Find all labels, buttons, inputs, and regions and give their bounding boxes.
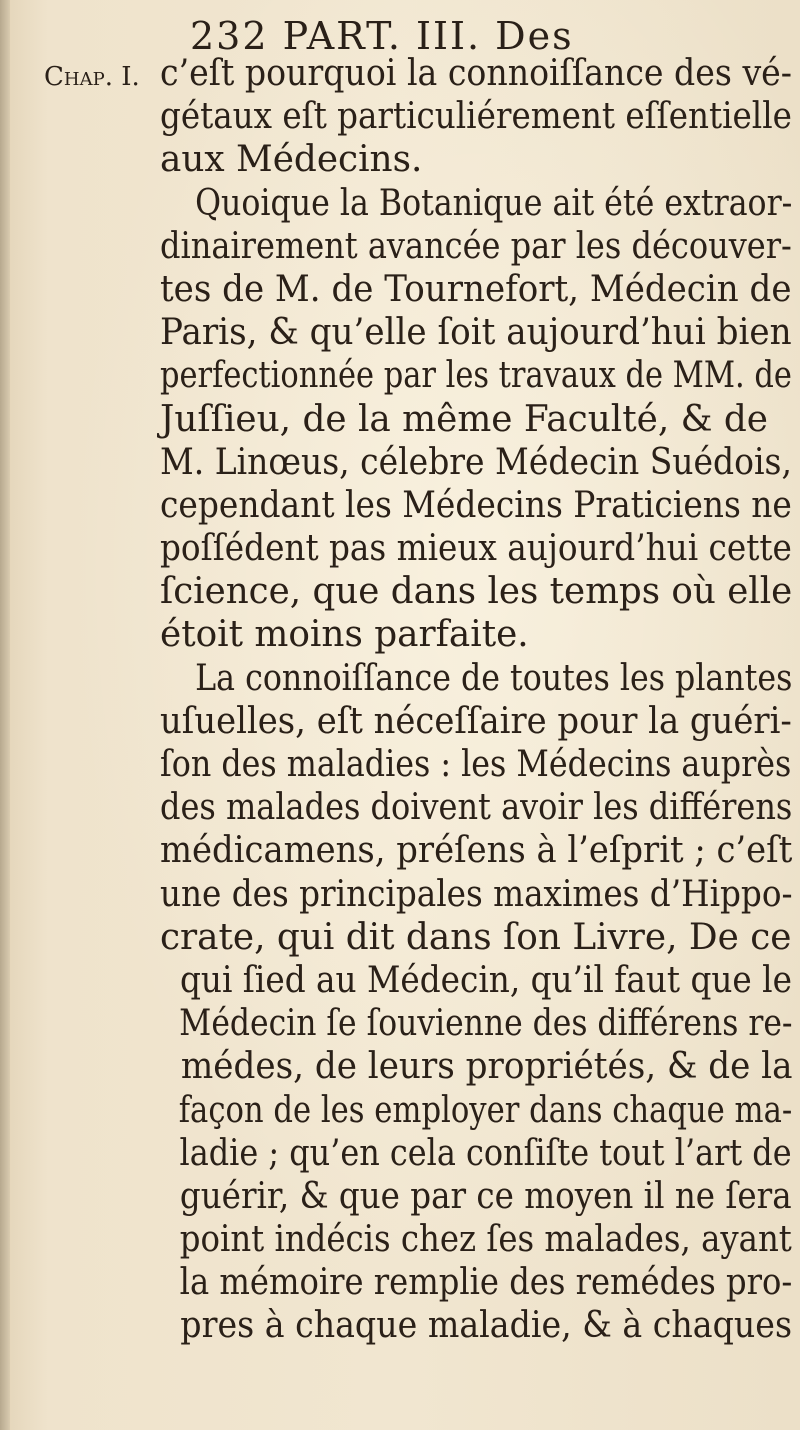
- text-line: M. Linœus, célebre Médecin Suédois,: [160, 441, 792, 483]
- paragraph-start-line: La connoiſſance de toutes les plantes: [195, 657, 793, 699]
- text-line: médicamens, préſens à l’eſprit ; c’eſt: [160, 830, 793, 872]
- text-line: cependant les Médecins Praticiens ne: [160, 484, 792, 526]
- text-line: une des principales maximes d’Hippo-: [160, 873, 793, 915]
- text-line: aux Médecins.: [160, 139, 423, 181]
- text-line: qui ſied au Médecin, qu’il faut que le: [179, 959, 792, 1001]
- text-line: médes, de leurs propriétés, & de la: [180, 1046, 793, 1088]
- text-line: perfectionnée par les travaux de MM. de: [160, 355, 792, 397]
- text-line: c’eſt pourquoi la connoiſſance des vé-: [160, 53, 793, 94]
- text-line: crate, qui dit dans ſon Livre, De ce: [160, 916, 792, 958]
- text-line: Paris, & qu’elle ſoit aujourd’hui bien: [160, 312, 792, 354]
- paragraph-start-line: Quoique la Botanique ait été extraor-: [195, 182, 793, 224]
- text-line: ſcience, que dans les temps où elle: [160, 571, 793, 613]
- chapter-marginal-note: Chap. I.: [44, 62, 140, 92]
- text-line: ladie ; qu’en cela conſiſte tout l’art de: [179, 1132, 792, 1174]
- text-line: étoit moins parfaite.: [160, 614, 529, 656]
- text-line: Juſſieu, de la même Faculté, & de: [160, 398, 769, 440]
- text-line: gétaux eſt particuliérement eſſentielle: [160, 96, 792, 138]
- text-line: tes de M. de Tournefort, Médecin de: [160, 268, 792, 310]
- running-head: 232 PART. III. Des: [190, 14, 574, 58]
- text-line: Médecin ſe ſouvienne des différens re-: [179, 1003, 793, 1045]
- text-line: guérir, & que par ce moyen il ne ſera: [179, 1175, 792, 1217]
- text-line: la mémoire remplie des remédes pro-: [179, 1262, 793, 1304]
- body-text: [160, 52, 795, 1348]
- text-line: dinairement avancée par les découver-: [160, 225, 792, 267]
- text-line: façon de les employer dans chaque ma-: [178, 1089, 793, 1131]
- text-line: uſuelles, eſt néceſſaire pour la guéri-: [160, 700, 792, 742]
- text-line: pres à chaque maladie, & à chaques: [180, 1305, 792, 1347]
- page-gutter: [0, 0, 10, 1430]
- text-line: des malades doivent avoir les différens: [160, 787, 793, 829]
- text-line: poſſédent pas mieux aujourd’hui cette: [160, 528, 792, 570]
- text-line: point indécis chez ſes malades, ayant: [179, 1219, 792, 1261]
- text-line: ſon des maladies : les Médecins auprès: [160, 744, 792, 785]
